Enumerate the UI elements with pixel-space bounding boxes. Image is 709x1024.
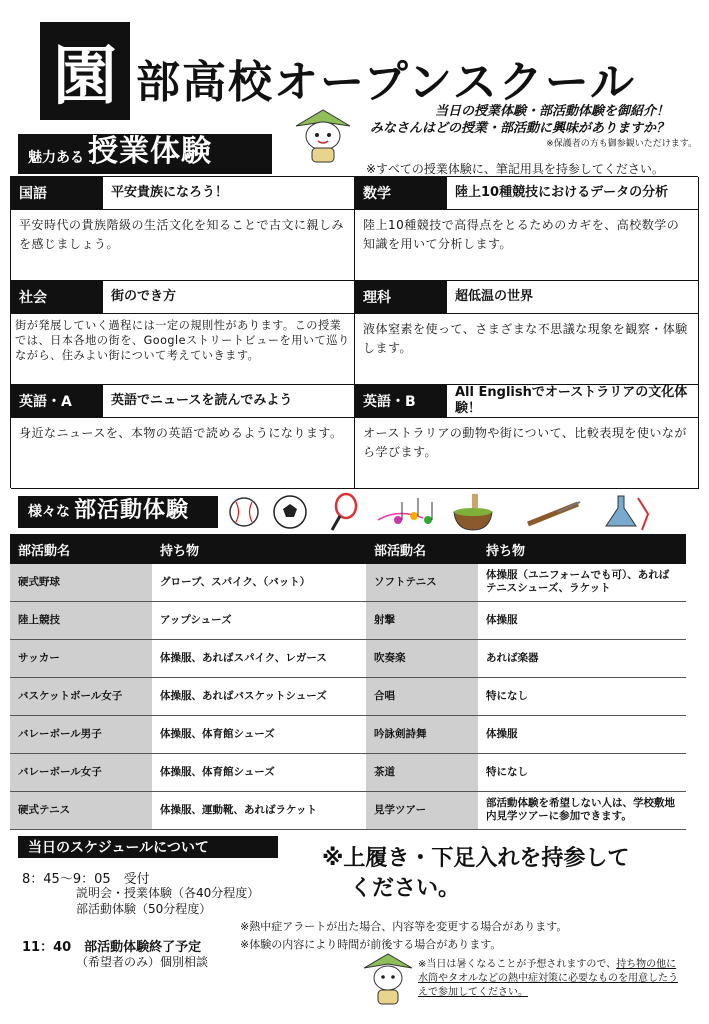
club-name: 見学ツアー xyxy=(366,791,478,829)
tennis-racket-icon xyxy=(332,494,356,530)
class-section-banner xyxy=(18,134,272,174)
heat-notice xyxy=(418,958,686,1000)
table-row xyxy=(10,639,686,677)
subject-label: 理科 xyxy=(355,281,447,313)
page-title: 部高校オープンスクール xyxy=(136,57,636,108)
club-items: 体操服、運動靴、あればラケット xyxy=(152,791,366,829)
class-card-science xyxy=(355,281,699,385)
club-items: あれば楽器 xyxy=(478,639,686,677)
subject-label: 社会 xyxy=(11,281,103,313)
club-items: 体操服、あればスパイク、レガース xyxy=(152,639,366,677)
club-name: 硬式テニス xyxy=(10,791,152,829)
intro-text xyxy=(370,103,669,137)
subject-label: 国語 xyxy=(11,177,103,209)
subject-label: 数学 xyxy=(355,177,447,209)
class-desc: 身近なニュースを、本物の英語で読めるようになります。 xyxy=(19,426,343,440)
club-name: 吟詠剣詩舞 xyxy=(366,715,478,753)
schedule-time-2: 11：40 部活動体験終了予定 xyxy=(22,940,202,955)
table-row xyxy=(10,564,686,601)
club-name: 吹奏楽 xyxy=(366,639,478,677)
table-row xyxy=(10,715,686,753)
club-items: 部活動体験を希望しない人は、学校敷地内見学ツアーに参加できます。 xyxy=(478,791,686,829)
club-name: ソフトテニス xyxy=(366,564,478,601)
club-name: バスケットボール女子 xyxy=(10,677,152,715)
schedule-time-1: 8：45～9：05 受付 xyxy=(22,872,150,887)
club-name: サッカー xyxy=(10,639,152,677)
schedule-item-2a: （希望者のみ）個別相談 xyxy=(76,955,209,969)
club-items: 体操服、あればバスケットシューズ xyxy=(152,677,366,715)
class-title: 超低温の世界 xyxy=(455,289,534,304)
club-items: アップシューズ xyxy=(152,601,366,639)
bring-notice xyxy=(322,844,629,904)
schedule-item-1a: 説明会・授業体験（各40分程度） xyxy=(76,886,260,900)
class-note: ※すべての授業体験に、筆記用具を持参してください。 xyxy=(366,162,664,176)
class-title: 街のでき方 xyxy=(111,289,177,304)
class-banner-small: 魅力ある xyxy=(28,150,84,166)
class-desc: 平安時代の貴族階級の生活文化を知ることで古文に親しみを感じましょう。 xyxy=(19,218,345,251)
heat-notice-plain: ※当日は暑くなることが予想されますので、 xyxy=(418,959,617,970)
intro-line-1: 当日の授業体験・部活動体験を御紹介！ xyxy=(434,104,669,119)
class-banner-big: 授業体験 xyxy=(88,134,212,169)
bring-line-1: ※上履き・下足入れを持参して xyxy=(322,846,630,871)
class-card-math xyxy=(355,177,699,281)
mascot-illustration xyxy=(290,108,356,166)
club-items: 特になし xyxy=(478,753,686,791)
club-name: 硬式野球 xyxy=(10,564,152,601)
baseball-icon xyxy=(230,498,258,526)
note-time-change: ※体験の内容により時間が前後する場合があります。 xyxy=(240,938,502,951)
subject-label: 英語・B xyxy=(355,385,447,417)
club-items: 体操服 xyxy=(478,601,686,639)
club-banner-small: 様々な xyxy=(28,504,70,520)
tea-bowl-icon xyxy=(454,494,492,530)
col-club-right: 部活動名 xyxy=(366,534,478,564)
class-title: All Englishでオーストラリアの文化体験！ xyxy=(455,385,688,416)
class-card-english-b xyxy=(355,385,699,489)
club-table xyxy=(10,534,686,830)
class-desc: オーストラリアの動物や街について、比較表現を使いながら学びます。 xyxy=(363,426,687,459)
guardian-note: ※保護者の方も御参観いただけます。 xyxy=(546,139,697,149)
intro-line-2: みなさんはどの授業・部活動に興味がありますか？ xyxy=(369,121,669,136)
club-name: バレーボール男子 xyxy=(10,715,152,753)
table-row xyxy=(10,601,686,639)
music-notes-icon xyxy=(378,498,432,524)
subject-label: 英語・A xyxy=(11,385,103,417)
table-row xyxy=(10,791,686,829)
table-row xyxy=(10,677,686,715)
club-name: 陸上競技 xyxy=(10,601,152,639)
heat-notice-underlined: 持ち物の他に水筒やタオルなどの熱中症対策に必要なものを用意したうえで参加してください。 xyxy=(418,959,678,998)
mascot-small-illustration xyxy=(360,952,416,1008)
note-heat-alert: ※熱中症アラートが出た場合、内容等を変更する場合があります。 xyxy=(240,920,568,933)
class-desc: 陸上10種競技で高得点をとるためのカギを、高校数学の知識を用いて分析します。 xyxy=(363,218,680,251)
club-name: 茶道 xyxy=(366,753,478,791)
club-table-header xyxy=(10,534,686,564)
club-items: 体操服（ユニフォームでも可）、あればテニスシューズ、ラケット xyxy=(478,564,686,601)
rifle-icon xyxy=(528,502,580,524)
col-items-left: 持ち物 xyxy=(152,534,366,564)
club-items: グローブ、スパイク、（バット） xyxy=(152,564,366,601)
class-desc: 液体窒素を使って、さまざまな不思議な現象を観察・体験します。 xyxy=(363,322,688,355)
class-card-english-a xyxy=(11,385,355,489)
col-items-right: 持ち物 xyxy=(478,534,686,564)
class-grid xyxy=(10,176,698,488)
bring-line-2: ください。 xyxy=(350,876,461,901)
club-name: 射撃 xyxy=(366,601,478,639)
club-items: 体操服、体育館シューズ xyxy=(152,715,366,753)
logo-mark: 園 xyxy=(40,22,130,120)
club-name: 合唱 xyxy=(366,677,478,715)
col-club-left: 部活動名 xyxy=(10,534,152,564)
club-section-banner xyxy=(18,496,218,528)
flask-icon xyxy=(606,496,648,530)
schedule-item-1b: 部活動体験（50分程度） xyxy=(76,902,212,916)
club-name: バレーボール女子 xyxy=(10,753,152,791)
class-title: 陸上10種競技におけるデータの分析 xyxy=(455,185,669,200)
soccer-ball-icon xyxy=(274,496,306,528)
club-items: 特になし xyxy=(478,677,686,715)
class-title: 平安貴族になろう！ xyxy=(111,185,229,200)
table-row xyxy=(10,753,686,791)
class-desc: 街が発展していく過程には一定の規則性があります。この授業では、日本各地の街を、Googleストリートビューを用いて巡りながら、住みよい街について考えていきます。 xyxy=(15,319,350,362)
class-card-japanese xyxy=(11,177,355,281)
club-items: 体操服 xyxy=(478,715,686,753)
club-icons xyxy=(228,490,668,534)
schedule-banner: 当日のスケジュールについて xyxy=(18,836,278,858)
club-banner-big: 部活動体験 xyxy=(74,498,190,523)
class-title: 英語でニュースを読んでみよう xyxy=(111,393,293,408)
club-items: 体操服、体育館シューズ xyxy=(152,753,366,791)
class-card-social xyxy=(11,281,355,385)
